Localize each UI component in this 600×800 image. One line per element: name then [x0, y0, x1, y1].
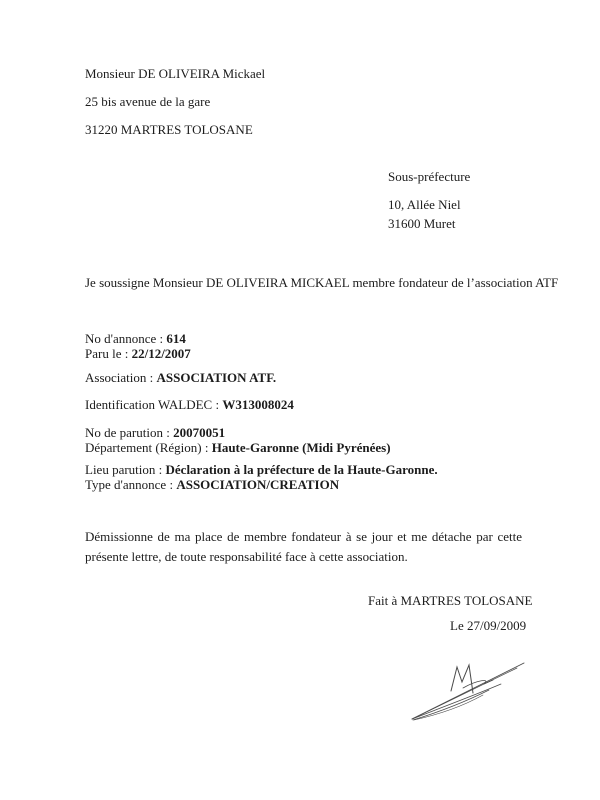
- published-date-label: Paru le :: [85, 346, 132, 361]
- waldec-line: [85, 397, 294, 412]
- parution-number-line: [85, 425, 391, 440]
- lieu-parution-line: [85, 462, 438, 477]
- departement-label: Département (Région) :: [85, 440, 212, 455]
- sender-city: 31220 MARTRES TOLOSANE: [85, 122, 253, 137]
- resignation-paragraph: Démissionne de ma place de membre fondateur à se jour et me détache par cette présente lettre, de toute responsabilité face à cette association.: [85, 529, 522, 564]
- recipient-city: 31600 Muret: [388, 216, 456, 231]
- closing-place-line: Fait à MARTRES TOLOSANE: [368, 593, 533, 608]
- parution-number-label: No de parution :: [85, 425, 174, 440]
- intro-line: Je soussigne Monsieur DE OLIVEIRA MICKAEL membre fondateur de l’association ATF: [85, 275, 559, 290]
- type-annonce-line: [85, 477, 438, 492]
- waldec-label: Identification WALDEC :: [85, 397, 223, 412]
- closing-date-line: Le 27/09/2009: [450, 618, 527, 633]
- lieu-parution-value: Déclaration à la préfecture de la Haute-Garonne.: [165, 462, 438, 477]
- announcement-block: [85, 331, 191, 361]
- type-annonce-label: Type d'annonce :: [85, 477, 177, 492]
- type-annonce-value: ASSOCIATION/CREATION: [176, 477, 340, 492]
- sender-name: Monsieur DE OLIVEIRA Mickael: [85, 66, 266, 81]
- parution-block: [85, 425, 391, 455]
- lieu-parution-label: Lieu parution :: [85, 462, 166, 477]
- sender-street: 25 bis avenue de la gare: [85, 94, 211, 109]
- recipient-street: 10, Allée Niel: [388, 197, 461, 212]
- departement-value: Haute-Garonne (Midi Pyrénées): [211, 440, 391, 455]
- recipient-address-block: [388, 167, 470, 233]
- association-label: Association :: [85, 370, 157, 385]
- announcement-number-line: [85, 331, 191, 346]
- parution-number-value: 20070051: [173, 425, 226, 440]
- announcement-number-label: No d'annonce :: [85, 331, 167, 346]
- signature-strokes: [405, 653, 545, 738]
- waldec-value: W313008024: [222, 397, 294, 412]
- association-value: ASSOCIATION ATF.: [156, 370, 277, 385]
- departement-line: [85, 440, 391, 455]
- announcement-number-value: 614: [166, 331, 186, 346]
- recipient-title: Sous-préfecture: [388, 169, 471, 184]
- published-date-value: 22/12/2007: [131, 346, 191, 361]
- signature-image: [405, 653, 545, 738]
- sender-address-block: [85, 66, 265, 150]
- association-line: [85, 370, 276, 385]
- published-date-line: [85, 346, 191, 361]
- lieu-block: [85, 462, 438, 492]
